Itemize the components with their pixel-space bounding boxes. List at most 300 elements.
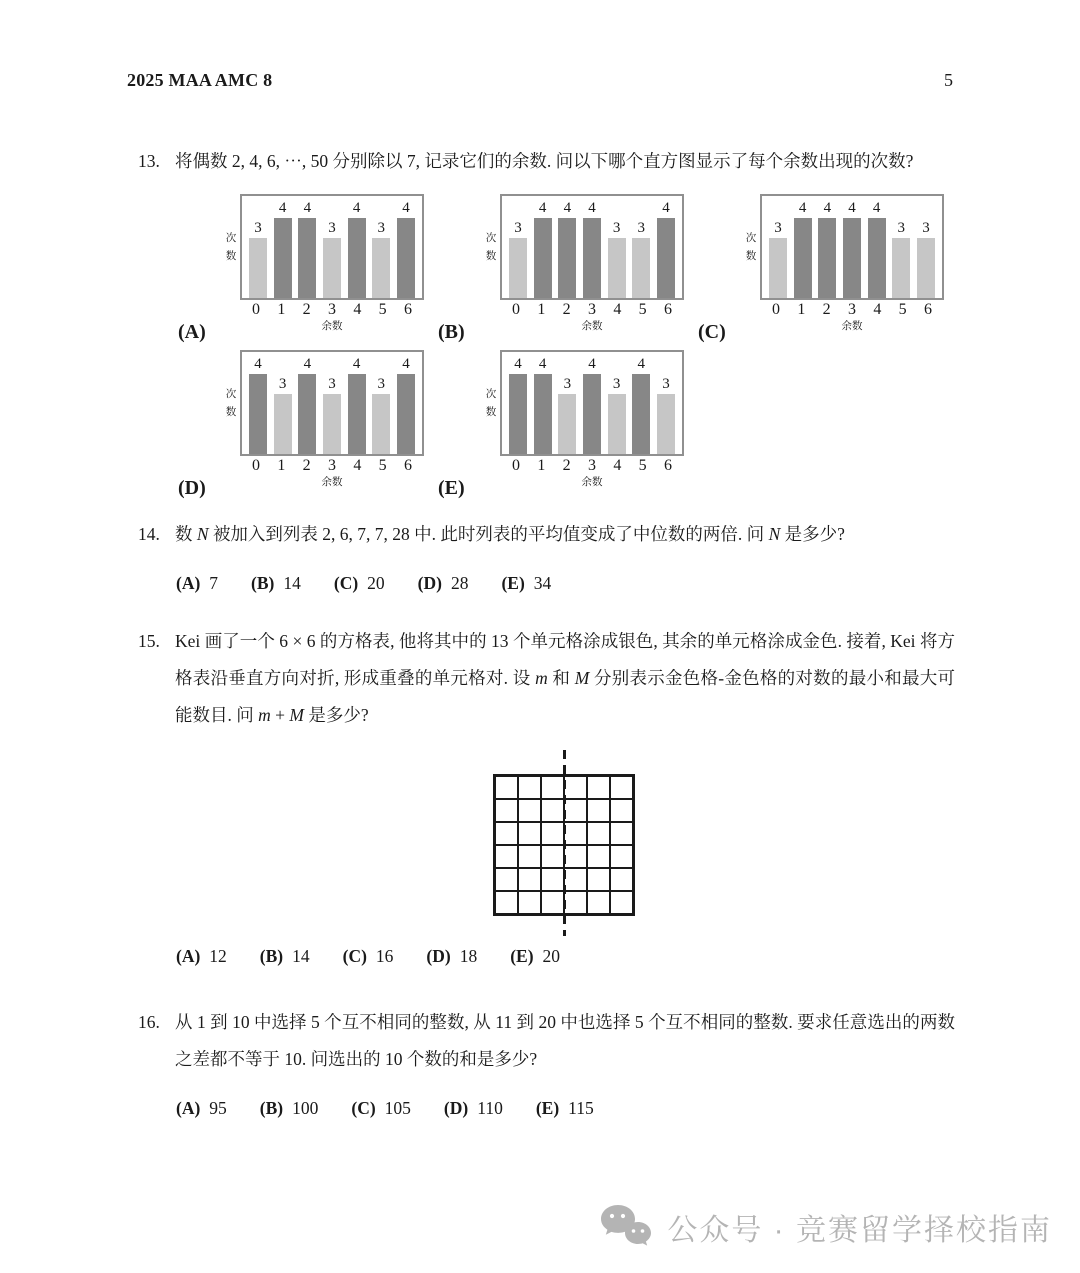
x-tick-label: 3: [327, 301, 336, 318]
grid-cell: [541, 822, 564, 845]
grid-cell: [610, 776, 633, 799]
problem-14-text: [175, 524, 845, 544]
x-axis-label: 余数: [581, 477, 603, 488]
bar-value-label: 4: [278, 200, 287, 216]
grid-cell: [587, 891, 610, 914]
histogram-d-plot: [225, 350, 424, 490]
histogram-option-e: [438, 350, 690, 499]
choice-value: 28: [450, 573, 469, 593]
bar-column: [608, 221, 626, 298]
bar-value-label: 4: [352, 200, 361, 216]
x-tick-label: 3: [327, 457, 336, 474]
watermark-text: 公众号 · 竞赛留学择校指南: [667, 1214, 1052, 1247]
grid-cell: [587, 822, 610, 845]
bar-value-label: 3: [328, 220, 336, 236]
answer-choice: [260, 1098, 319, 1118]
y-axis-label-char: 数: [225, 251, 237, 262]
grid-cell: [518, 799, 541, 822]
bar-value-label: 3: [662, 376, 670, 392]
bar-column: [274, 377, 292, 454]
bar: [608, 394, 626, 454]
histogram-option-c: [698, 194, 950, 343]
text-segment: 是多少?: [303, 705, 369, 725]
y-axis-label-char: 次: [745, 233, 757, 244]
histogram-a-plot: [225, 194, 424, 334]
choice-value: 14: [292, 946, 310, 966]
bar-value-label: 4: [352, 356, 361, 372]
x-tick-label: 4: [613, 457, 622, 474]
problem-16-number: 16.: [138, 1012, 160, 1032]
bar-value-label: 4: [637, 356, 646, 372]
problem-15-number: 15.: [138, 631, 160, 651]
problem-16-text: [175, 1012, 955, 1069]
choice-label: (A): [176, 1098, 201, 1118]
bar-value-label: 3: [774, 220, 782, 236]
grid-cell: [564, 891, 587, 914]
bar-column: [298, 201, 316, 298]
bar-value-label: 3: [328, 376, 336, 392]
bar: [348, 218, 366, 298]
bar-value-label: 4: [538, 356, 547, 372]
x-tick-label: 2: [562, 457, 571, 474]
bar-column: [509, 357, 527, 454]
text-segment: N: [196, 524, 209, 544]
y-axis-label-char: 数: [485, 407, 497, 418]
bar: [558, 218, 576, 298]
bar: [348, 374, 366, 454]
histogram-c-caption: (C): [698, 321, 726, 343]
answer-choice: [176, 1098, 227, 1118]
x-tick-label: 6: [663, 301, 672, 318]
y-axis-label: [485, 230, 497, 266]
grid-cell: [564, 799, 587, 822]
x-tick-label: 5: [378, 301, 387, 318]
answer-choice: [251, 573, 301, 593]
grid-cell: [610, 845, 633, 868]
grid-cell: [518, 845, 541, 868]
grid-cell: [610, 868, 633, 891]
x-tick-label: 6: [403, 301, 412, 318]
bar-value-label: 3: [254, 220, 262, 236]
y-axis-label-char: 数: [485, 251, 497, 262]
problem-13-number: 13.: [138, 151, 160, 171]
x-axis-label: 余数: [581, 321, 603, 332]
x-axis-label: 余数: [321, 477, 343, 488]
bar-value-label: 4: [823, 200, 832, 216]
answer-choice: [418, 573, 469, 593]
bar: [298, 218, 316, 298]
bar-column: [583, 201, 601, 298]
choice-label: (C): [351, 1098, 376, 1118]
bar-value-label: 4: [254, 356, 262, 372]
x-tick-label: 0: [252, 457, 260, 474]
x-axis-ticks: [500, 300, 684, 320]
choice-label: (D): [443, 1098, 469, 1118]
x-tick-label: 3: [847, 301, 856, 318]
fold-grid-figure: [493, 774, 637, 916]
bar-value-label: 3: [563, 376, 572, 392]
text-segment: 将偶数 2, 4, 6, ⋯, 50 分别除以 7, 记录它们的余数. 问以下哪个直方图显示了每个余数出现的次数?: [175, 151, 914, 171]
x-tick-label: 1: [537, 301, 546, 318]
choice-value: 110: [477, 1098, 503, 1118]
x-tick-label: 3: [587, 457, 596, 474]
choice-value: 14: [283, 573, 301, 593]
bar-value-label: 4: [514, 356, 522, 372]
bar: [657, 394, 675, 454]
text-segment: N: [768, 524, 781, 544]
bar: [397, 374, 415, 454]
page-header: [127, 70, 953, 91]
grid-cell: [610, 799, 633, 822]
exam-title: 2025 MAA AMC 8: [127, 70, 273, 90]
answer-choice: [176, 946, 227, 966]
bar: [509, 374, 527, 454]
problem-16-choices: [176, 1096, 1080, 1120]
x-tick-label: 2: [822, 301, 831, 318]
grid-cell: [495, 891, 518, 914]
x-tick-label: 1: [277, 457, 286, 474]
choice-label: (E): [535, 1098, 560, 1118]
x-tick-label: 5: [378, 457, 387, 474]
plot-area: [760, 194, 944, 300]
choice-value: 115: [568, 1098, 594, 1118]
choice-value: 34: [533, 573, 552, 593]
bar: [274, 218, 292, 298]
bar-value-label: 4: [588, 356, 596, 372]
x-tick-label: 4: [873, 301, 882, 318]
bar-value-label: 3: [514, 220, 522, 236]
choice-value: 20: [542, 946, 561, 966]
histogram-e-caption: (E): [438, 477, 465, 499]
bar-column: [274, 201, 292, 298]
text-segment: Kei 画了一个 6 × 6 的方格表, 他将其中的 13 个单元格涂成银色, 其余的单元格涂成金色. 接着, Kei 将方格表沿垂直方向对折, 形成重叠的单元格对. 设: [175, 631, 955, 688]
choice-label: (A): [176, 573, 201, 593]
bar-value-label: 4: [402, 200, 410, 216]
text-segment: 数: [175, 524, 197, 544]
text-segment: M: [574, 668, 590, 688]
bar-value-label: 3: [897, 220, 906, 236]
y-axis-label: [485, 386, 497, 422]
choice-label: (B): [259, 946, 284, 966]
answer-choice: [343, 946, 394, 966]
bar: [892, 238, 910, 298]
bar-column: [892, 221, 910, 298]
x-tick-label: 0: [512, 457, 520, 474]
fold-line-dashed: [563, 750, 566, 936]
grid-cell: [541, 799, 564, 822]
bar-value-label: 4: [662, 200, 670, 216]
x-axis-ticks: [500, 456, 684, 476]
bar-column: [632, 357, 650, 454]
bar-column: [632, 221, 650, 298]
problem-14: [138, 516, 955, 553]
bar-value-label: 3: [377, 220, 386, 236]
bar: [372, 394, 390, 454]
answer-choice: [260, 946, 310, 966]
grid-cell: [564, 845, 587, 868]
x-tick-label: 5: [638, 301, 647, 318]
bar-column: [298, 357, 316, 454]
text-segment: m: [535, 668, 548, 688]
bar: [249, 374, 267, 454]
histogram-d-caption: (D): [178, 477, 206, 499]
x-tick-label: 4: [353, 457, 362, 474]
bar-column: [323, 377, 341, 454]
grid-cell: [495, 868, 518, 891]
bar-value-label: 3: [637, 220, 646, 236]
bar: [794, 218, 812, 298]
x-tick-label: 5: [638, 457, 647, 474]
bar: [917, 238, 935, 298]
text-segment: 和: [547, 668, 575, 688]
x-tick-label: 1: [277, 301, 286, 318]
wechat-icon: [597, 1203, 653, 1251]
grid-cell: [610, 891, 633, 914]
bar-value-label: 4: [872, 200, 881, 216]
bar: [769, 238, 787, 298]
page-number: 5: [944, 70, 953, 90]
x-tick-label: 4: [613, 301, 622, 318]
grid-cell: [518, 776, 541, 799]
bar-value-label: 4: [538, 200, 547, 216]
grid-cell: [541, 868, 564, 891]
choice-label: (A): [176, 946, 201, 966]
bar-column: [608, 377, 626, 454]
text-segment: +: [270, 705, 290, 725]
bar-column: [323, 221, 341, 298]
x-tick-label: 0: [252, 301, 260, 318]
bar: [608, 238, 626, 298]
bar-column: [868, 201, 886, 298]
x-tick-label: 6: [403, 457, 412, 474]
problem-15-choices: [176, 944, 1080, 968]
problem-14-number: 14.: [138, 524, 160, 544]
x-tick-label: 6: [923, 301, 932, 318]
y-axis-label-char: 数: [745, 251, 757, 262]
y-axis-label-char: 次: [485, 389, 497, 400]
grid-cell: [495, 822, 518, 845]
bar-column: [397, 201, 415, 298]
x-axis-label: 余数: [841, 321, 863, 332]
x-tick-label: 5: [898, 301, 907, 318]
bar-value-label: 4: [303, 200, 312, 216]
bar-value-label: 3: [612, 376, 621, 392]
histogram-option-d: [178, 350, 430, 499]
bar: [249, 238, 267, 298]
bar-column: [348, 201, 366, 298]
x-tick-label: 1: [797, 301, 806, 318]
grid-cell: [518, 868, 541, 891]
text-segment: 被加入到列表 2, 6, 7, 7, 28 中. 此时列表的平均值变成了中位数的两倍. 问: [208, 524, 769, 544]
bar-column: [534, 201, 552, 298]
bar: [274, 394, 292, 454]
problem-14-choices: [176, 571, 1080, 595]
bar: [323, 394, 341, 454]
bar: [323, 238, 341, 298]
choice-value: 16: [375, 946, 394, 966]
bar: [868, 218, 886, 298]
bar-value-label: 4: [798, 200, 807, 216]
bar-value-label: 3: [278, 376, 287, 392]
choice-value: 7: [209, 573, 219, 593]
bar-column: [348, 357, 366, 454]
bar-column: [397, 357, 415, 454]
bar: [298, 374, 316, 454]
bar: [843, 218, 861, 298]
choice-label: (E): [510, 946, 534, 966]
x-tick-label: 4: [353, 301, 362, 318]
grid-cell: [564, 776, 587, 799]
grid-cell: [564, 822, 587, 845]
histogram-option-b: [438, 194, 690, 343]
bar-column: [583, 357, 601, 454]
grid-cell: [495, 799, 518, 822]
bar: [657, 218, 675, 298]
y-axis-label: [225, 230, 237, 266]
answer-choice: [510, 946, 560, 966]
text-segment: 从 1 到 10 中选择 5 个互不相同的整数, 从 11 到 20 中也选择 5 个互不相同的整数. 要求任意选出的两数之差都不等于 10. 问选出的 10 个数的和是多少?: [175, 1012, 955, 1069]
grid-cell: [495, 776, 518, 799]
bar-column: [249, 221, 267, 298]
bar: [583, 374, 601, 454]
plot-area: [500, 350, 684, 456]
answer-choice: [501, 573, 551, 593]
bar-value-label: 4: [848, 200, 856, 216]
y-axis-label: [225, 386, 237, 422]
bar: [372, 238, 390, 298]
bar-value-label: 4: [303, 356, 312, 372]
bar-value-label: 3: [612, 220, 621, 236]
bar-column: [249, 357, 267, 454]
grid-cell: [587, 799, 610, 822]
bar-column: [657, 201, 675, 298]
problem-13-text: [175, 151, 913, 171]
answer-choice: [426, 946, 477, 966]
x-tick-label: 2: [562, 301, 571, 318]
bar: [534, 374, 552, 454]
choice-label: (B): [251, 573, 275, 593]
bar-value-label: 3: [922, 220, 930, 236]
text-segment: m: [258, 705, 271, 725]
bar-column: [818, 201, 836, 298]
x-axis-ticks: [240, 300, 424, 320]
x-tick-label: 2: [302, 457, 311, 474]
histogram-a-caption: (A): [178, 321, 206, 343]
problem-16: [138, 1004, 955, 1078]
y-axis-label-char: 次: [225, 233, 237, 244]
problem-13: [138, 143, 955, 180]
y-axis-label-char: 次: [485, 233, 497, 244]
choice-value: 18: [459, 946, 478, 966]
plot-area: [500, 194, 684, 300]
choice-label: (E): [501, 573, 525, 593]
grid-cell: [518, 822, 541, 845]
bar: [632, 238, 650, 298]
bar-column: [509, 221, 527, 298]
histogram-c-plot: [745, 194, 944, 334]
bar-value-label: 4: [588, 200, 596, 216]
grid-cell: [495, 845, 518, 868]
text-segment: M: [289, 705, 304, 725]
x-tick-label: 3: [587, 301, 596, 318]
bar: [818, 218, 836, 298]
bar-column: [558, 377, 576, 454]
x-axis-ticks: [240, 456, 424, 476]
bar-column: [372, 221, 390, 298]
bar: [509, 238, 527, 298]
grid-cell: [610, 822, 633, 845]
grid-cell: [518, 891, 541, 914]
bar-column: [794, 201, 812, 298]
histogram-row-2: [178, 350, 1080, 499]
plot-area: [240, 350, 424, 456]
grid-cell: [587, 776, 610, 799]
x-tick-label: 0: [772, 301, 780, 318]
watermark: [597, 1203, 1052, 1251]
grid-cell: [587, 868, 610, 891]
grid-cell: [541, 776, 564, 799]
bar: [534, 218, 552, 298]
x-tick-label: 6: [663, 457, 672, 474]
x-axis-ticks: [760, 300, 944, 320]
grid-cell: [541, 845, 564, 868]
problem-15: [138, 623, 956, 734]
choice-value: 95: [209, 1098, 227, 1118]
y-axis-label-char: 数: [225, 407, 237, 418]
histogram-option-a: [178, 194, 430, 343]
text-segment: 分别表示金色格-金色格的对数的最小和最大可能数目. 问: [175, 668, 956, 725]
bar-column: [769, 221, 787, 298]
histogram-b-caption: (B): [438, 321, 465, 343]
bar-column: [843, 201, 861, 298]
bar-column: [534, 357, 552, 454]
bar: [558, 394, 576, 454]
answer-choice: [351, 1098, 411, 1118]
y-axis-label: [745, 230, 757, 266]
problem-15-text: [175, 631, 955, 725]
choice-label: (B): [259, 1098, 284, 1118]
bar: [397, 218, 415, 298]
choice-value: 105: [384, 1098, 411, 1118]
y-axis-label-char: 次: [225, 389, 237, 400]
choice-value: 20: [367, 573, 385, 593]
grid-cell: [541, 891, 564, 914]
grid-cell: [587, 845, 610, 868]
x-axis-label: 余数: [321, 321, 343, 332]
plot-area: [240, 194, 424, 300]
answer-choice: [536, 1098, 594, 1118]
text-segment: 是多少?: [780, 524, 845, 544]
choice-label: (D): [417, 573, 442, 593]
choice-label: (D): [426, 946, 451, 966]
grid-cell: [564, 868, 587, 891]
bar-column: [558, 201, 576, 298]
bar: [583, 218, 601, 298]
bar-value-label: 4: [402, 356, 410, 372]
answer-choice: [444, 1098, 503, 1118]
histogram-row-1: [178, 194, 1080, 343]
x-tick-label: 2: [302, 301, 311, 318]
bar-column: [372, 377, 390, 454]
bar-column: [917, 221, 935, 298]
bar: [632, 374, 650, 454]
x-tick-label: 1: [537, 457, 546, 474]
bar-value-label: 4: [563, 200, 572, 216]
histogram-b-plot: [485, 194, 684, 334]
answer-choice: [176, 573, 218, 593]
choice-value: 12: [209, 946, 227, 966]
bar-value-label: 3: [377, 376, 386, 392]
